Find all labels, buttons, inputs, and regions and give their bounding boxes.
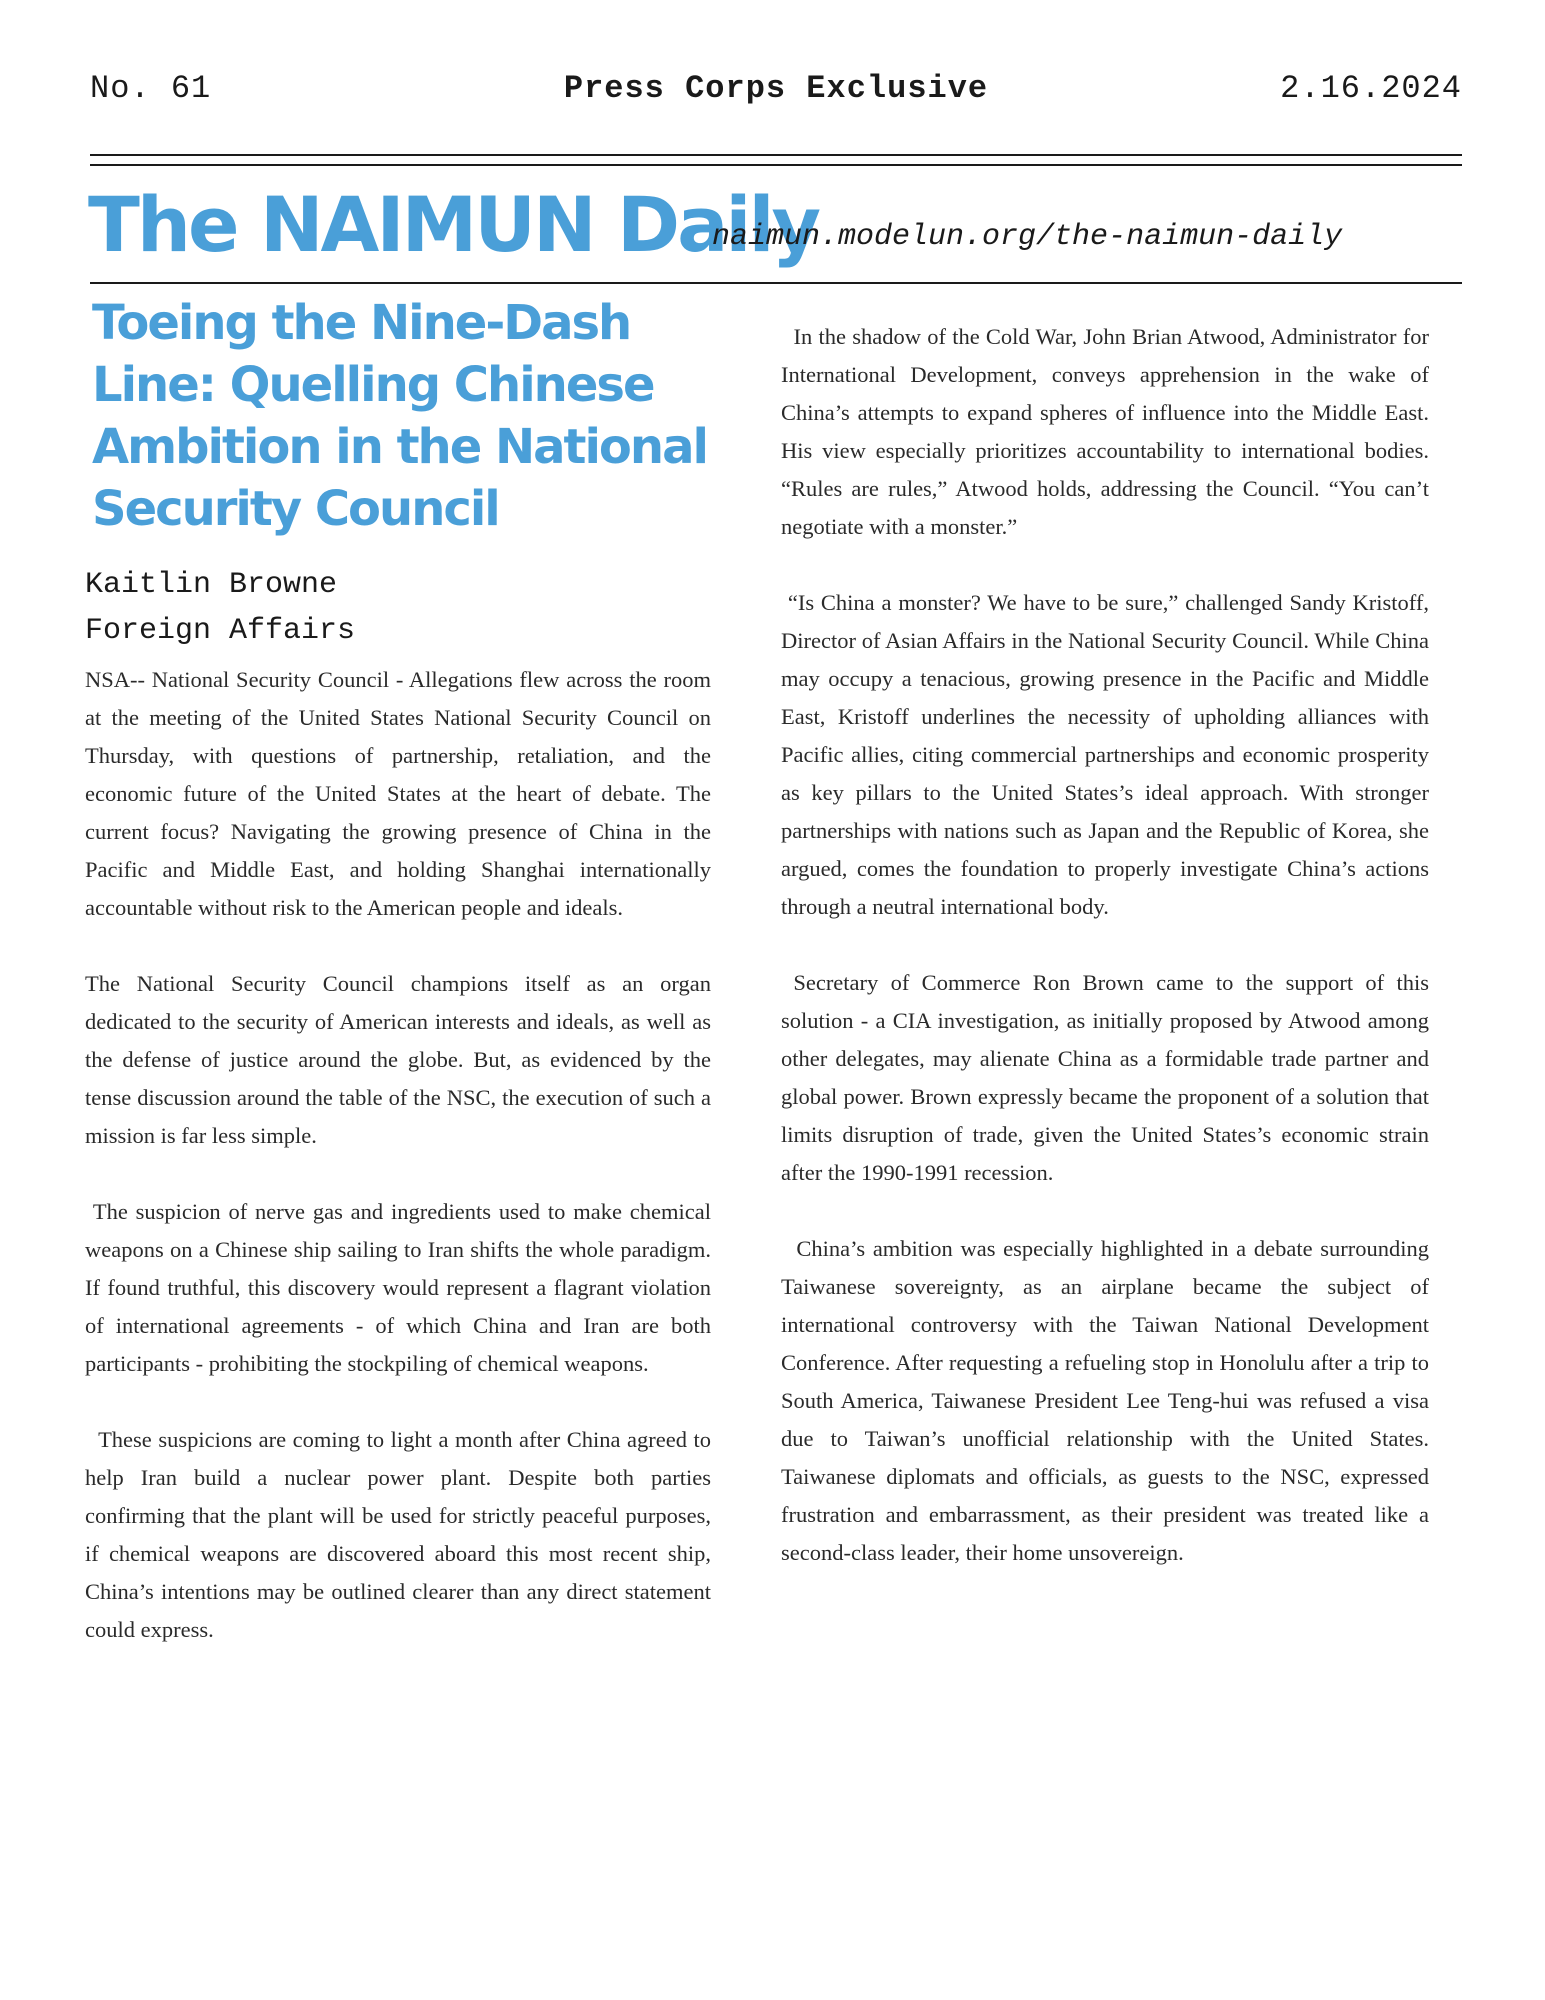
article-paragraph: The suspicion of nerve gas and ingredients used to make chemical weapons on a Chinese ship sailing to Iran shifts the whole paradigm. If found truthful, this discovery would represent a flagrant violation of international agreements - of which China and Iran are both participants - prohibiting the stockpiling of chemical weapons. bbox=[85, 1199, 711, 1376]
section-name: Foreign Affairs bbox=[85, 614, 356, 648]
article-paragraph: China’s ambition was especially highlighted in a debate surrounding Taiwanese sovereignty, as an airplane became the subject of international controversy with the Taiwan National Development Conference. After requesting a refueling stop in Honolulu after a trip to South America, Taiwanese President Lee Teng-hui was refused a visa due to Taiwan’s unofficial relationship with the United States. Taiwanese diplomats and officials, as guests to the NSC, expressed frustration and embarrassment, as their president was treated like a second-class leader, their home unsovereign. bbox=[781, 1236, 1429, 1565]
article-paragraph: The National Security Council champions itself as an organ dedicated to the security of American interests and ideals, as well as the defense of justice around the globe. But, as evidenced by the tense discussion around the table of the NSC, the execution of such a mission is far less simple. bbox=[85, 971, 711, 1148]
byline bbox=[85, 562, 355, 654]
masthead-rule-bottom bbox=[90, 282, 1462, 284]
author-name: Kaitlin Browne bbox=[85, 568, 338, 602]
issue-number: No. 61 bbox=[90, 70, 212, 107]
issue-date: 2.16.2024 bbox=[1280, 70, 1462, 107]
article-column-right bbox=[781, 318, 1429, 1610]
newspaper-url: naimun.modelun.org/the-naimun-daily bbox=[712, 220, 1343, 254]
press-corps-kicker: Press Corps Exclusive bbox=[563, 70, 989, 107]
newspaper-title: The NAIMUN Daily bbox=[88, 180, 819, 269]
article-paragraph: Secretary of Commerce Ron Brown came to the support of this solution - a CIA investigation, as initially proposed by Atwood among other delegates, may alienate China as a formidable trade partner and global power. Brown expressly became the proponent of a solution that limits disruption of trade, given the United States’s economic strain after the 1990-1991 recession. bbox=[781, 970, 1429, 1185]
masthead-top-bar bbox=[90, 70, 1462, 120]
article-paragraph: In the shadow of the Cold War, John Brian Atwood, Administrator for International Development, conveys apprehension in the wake of China’s attempts to expand spheres of influence into the Middle East. His view especially prioritizes accountability to international bodies. “Rules are rules,” Atwood holds, addressing the Council. “You can’t negotiate with a monster.” bbox=[781, 324, 1429, 539]
article-paragraph: NSA-- National Security Council - Allegations flew across the room at the meeting of the United States National Security Council on Thursday, with questions of partnership, retaliation, and the economic future of the United States at the heart of debate. The current focus? Navigating the growing presence of China in the Pacific and Middle East, and holding Shanghai internationally accountable without risk to the American people and ideals. bbox=[85, 667, 711, 920]
masthead-rule-top bbox=[90, 154, 1462, 156]
article-column-left bbox=[85, 661, 711, 1687]
masthead-rule-second bbox=[90, 164, 1462, 166]
article-paragraph: “Is China a monster? We have to be sure,” challenged Sandy Kristoff, Director of Asian Affairs in the National Security Council. While China may occupy a tenacious, growing presence in the Pacific and Middle East, Kristoff underlines the necessity of upholding alliances with Pacific allies, citing commercial partnerships and economic prosperity as key pillars to the United States’s ideal approach. With stronger partnerships with nations such as Japan and the Republic of Korea, she argued, comes the foundation to properly investigate China’s actions through a neutral international body. bbox=[781, 590, 1429, 919]
article-headline: Toeing the Nine-Dash Line: Quelling Chinese Ambition in the National Security Council bbox=[92, 295, 707, 537]
article-paragraph: These suspicions are coming to light a month after China agreed to help Iran build a nuclear power plant. Despite both parties confirming that the plant will be used for strictly peaceful purposes, if chemical weapons are discovered aboard this most recent ship, China’s intentions may be outlined clearer than any direct statement could express. bbox=[85, 1427, 711, 1642]
